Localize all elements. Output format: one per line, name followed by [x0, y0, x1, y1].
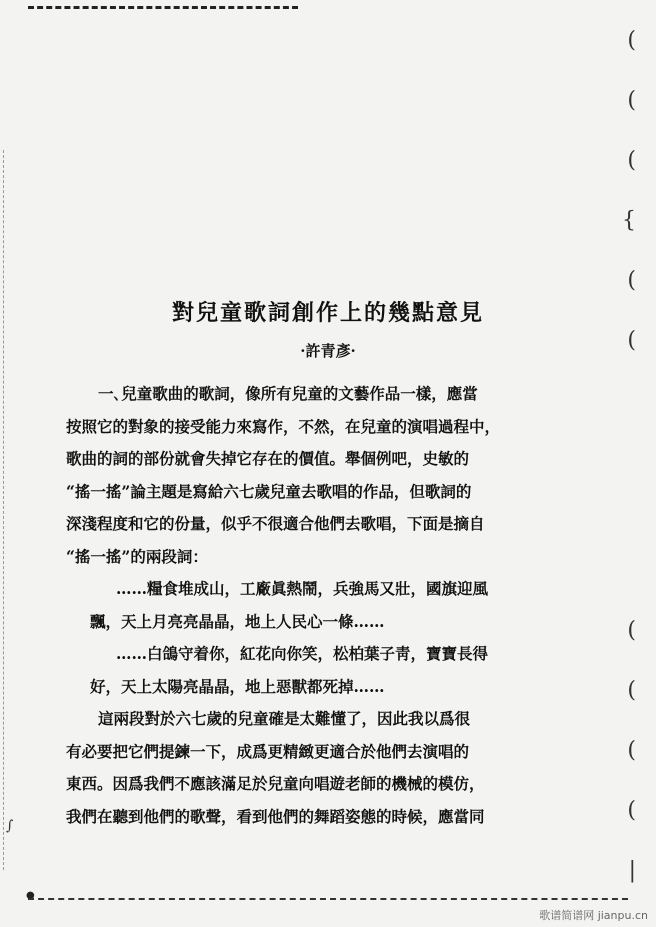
binding-mark: (: [627, 678, 636, 703]
binding-mark: |: [628, 858, 636, 883]
text-line: 按照它的對象的接受能力來寫作，不然，在兒童的演唱過程中，: [66, 416, 501, 436]
text-line: 我們在聽到他們的歌聲，看到他們的舞蹈姿態的時候，應當同: [66, 806, 485, 826]
text-line: 東西。因爲我們不應該滿足於兒童向唱遊老師的機械的模仿，: [66, 774, 485, 793]
binding-mark: {: [622, 208, 636, 233]
quote-line: ……糧食堆成山，工廠眞熱鬧，兵強馬又壯，國旗迎風: [116, 579, 489, 598]
text-line: 這兩段對於六七歲的兒童確是太難懂了，因此我以爲很: [98, 709, 471, 728]
binding-mark: (: [627, 328, 636, 353]
quote-line: 好，天上太陽亮晶晶，地上惡獸都死掉……: [90, 676, 385, 696]
author-name: ·許青彥·: [300, 342, 356, 360]
top-border-dashes: [28, 6, 298, 9]
text-line: “搖一搖”論主題是寫給六七歲兒童去歌唱的作品，但歌詞的: [66, 481, 472, 501]
binding-mark: (: [627, 738, 636, 763]
quote-line: 飄，天上月亮亮晶晶，地上人民心一條……: [90, 611, 385, 631]
text-line: 一､兒童歌曲的歌詞，像所有兒童的文藝作品一樣，應當: [98, 384, 478, 403]
binding-mark: (: [627, 28, 636, 53]
right-margin-marks: [616, 30, 636, 890]
quote-line: ……白鴿守着你，紅花向你笑，松柏葉子靑，寶寶長得: [116, 644, 489, 663]
text-line: 深淺程度和它的份量，似乎不很適合他們去歌唱，下面是摘自: [66, 514, 485, 533]
body-text: [66, 378, 562, 833]
binding-mark: (: [627, 798, 636, 823]
text-line: 歌曲的詞的部份就會失掉它存在的價值。舉個例吧，史敏的: [66, 449, 470, 468]
text-line: 有必要把它們提鍊一下，成爲更精緻更適合於他們去演唱的: [66, 741, 470, 761]
binding-mark: (: [627, 148, 636, 173]
text-line: “搖一搖”的兩段詞：: [66, 546, 208, 566]
bottom-border-dashes: [28, 898, 628, 900]
left-binding-line: [3, 150, 4, 870]
left-margin-mark: ∫: [6, 818, 14, 834]
site-watermark: 歌谱简谱网 jianpu.cn: [539, 909, 648, 922]
bottom-left-mark: ●: [26, 890, 35, 901]
binding-mark: (: [627, 88, 636, 113]
binding-mark: (: [627, 618, 636, 643]
document-title: 對兒童歌詞創作上的幾點意見: [171, 300, 484, 326]
binding-mark: (: [627, 268, 636, 293]
